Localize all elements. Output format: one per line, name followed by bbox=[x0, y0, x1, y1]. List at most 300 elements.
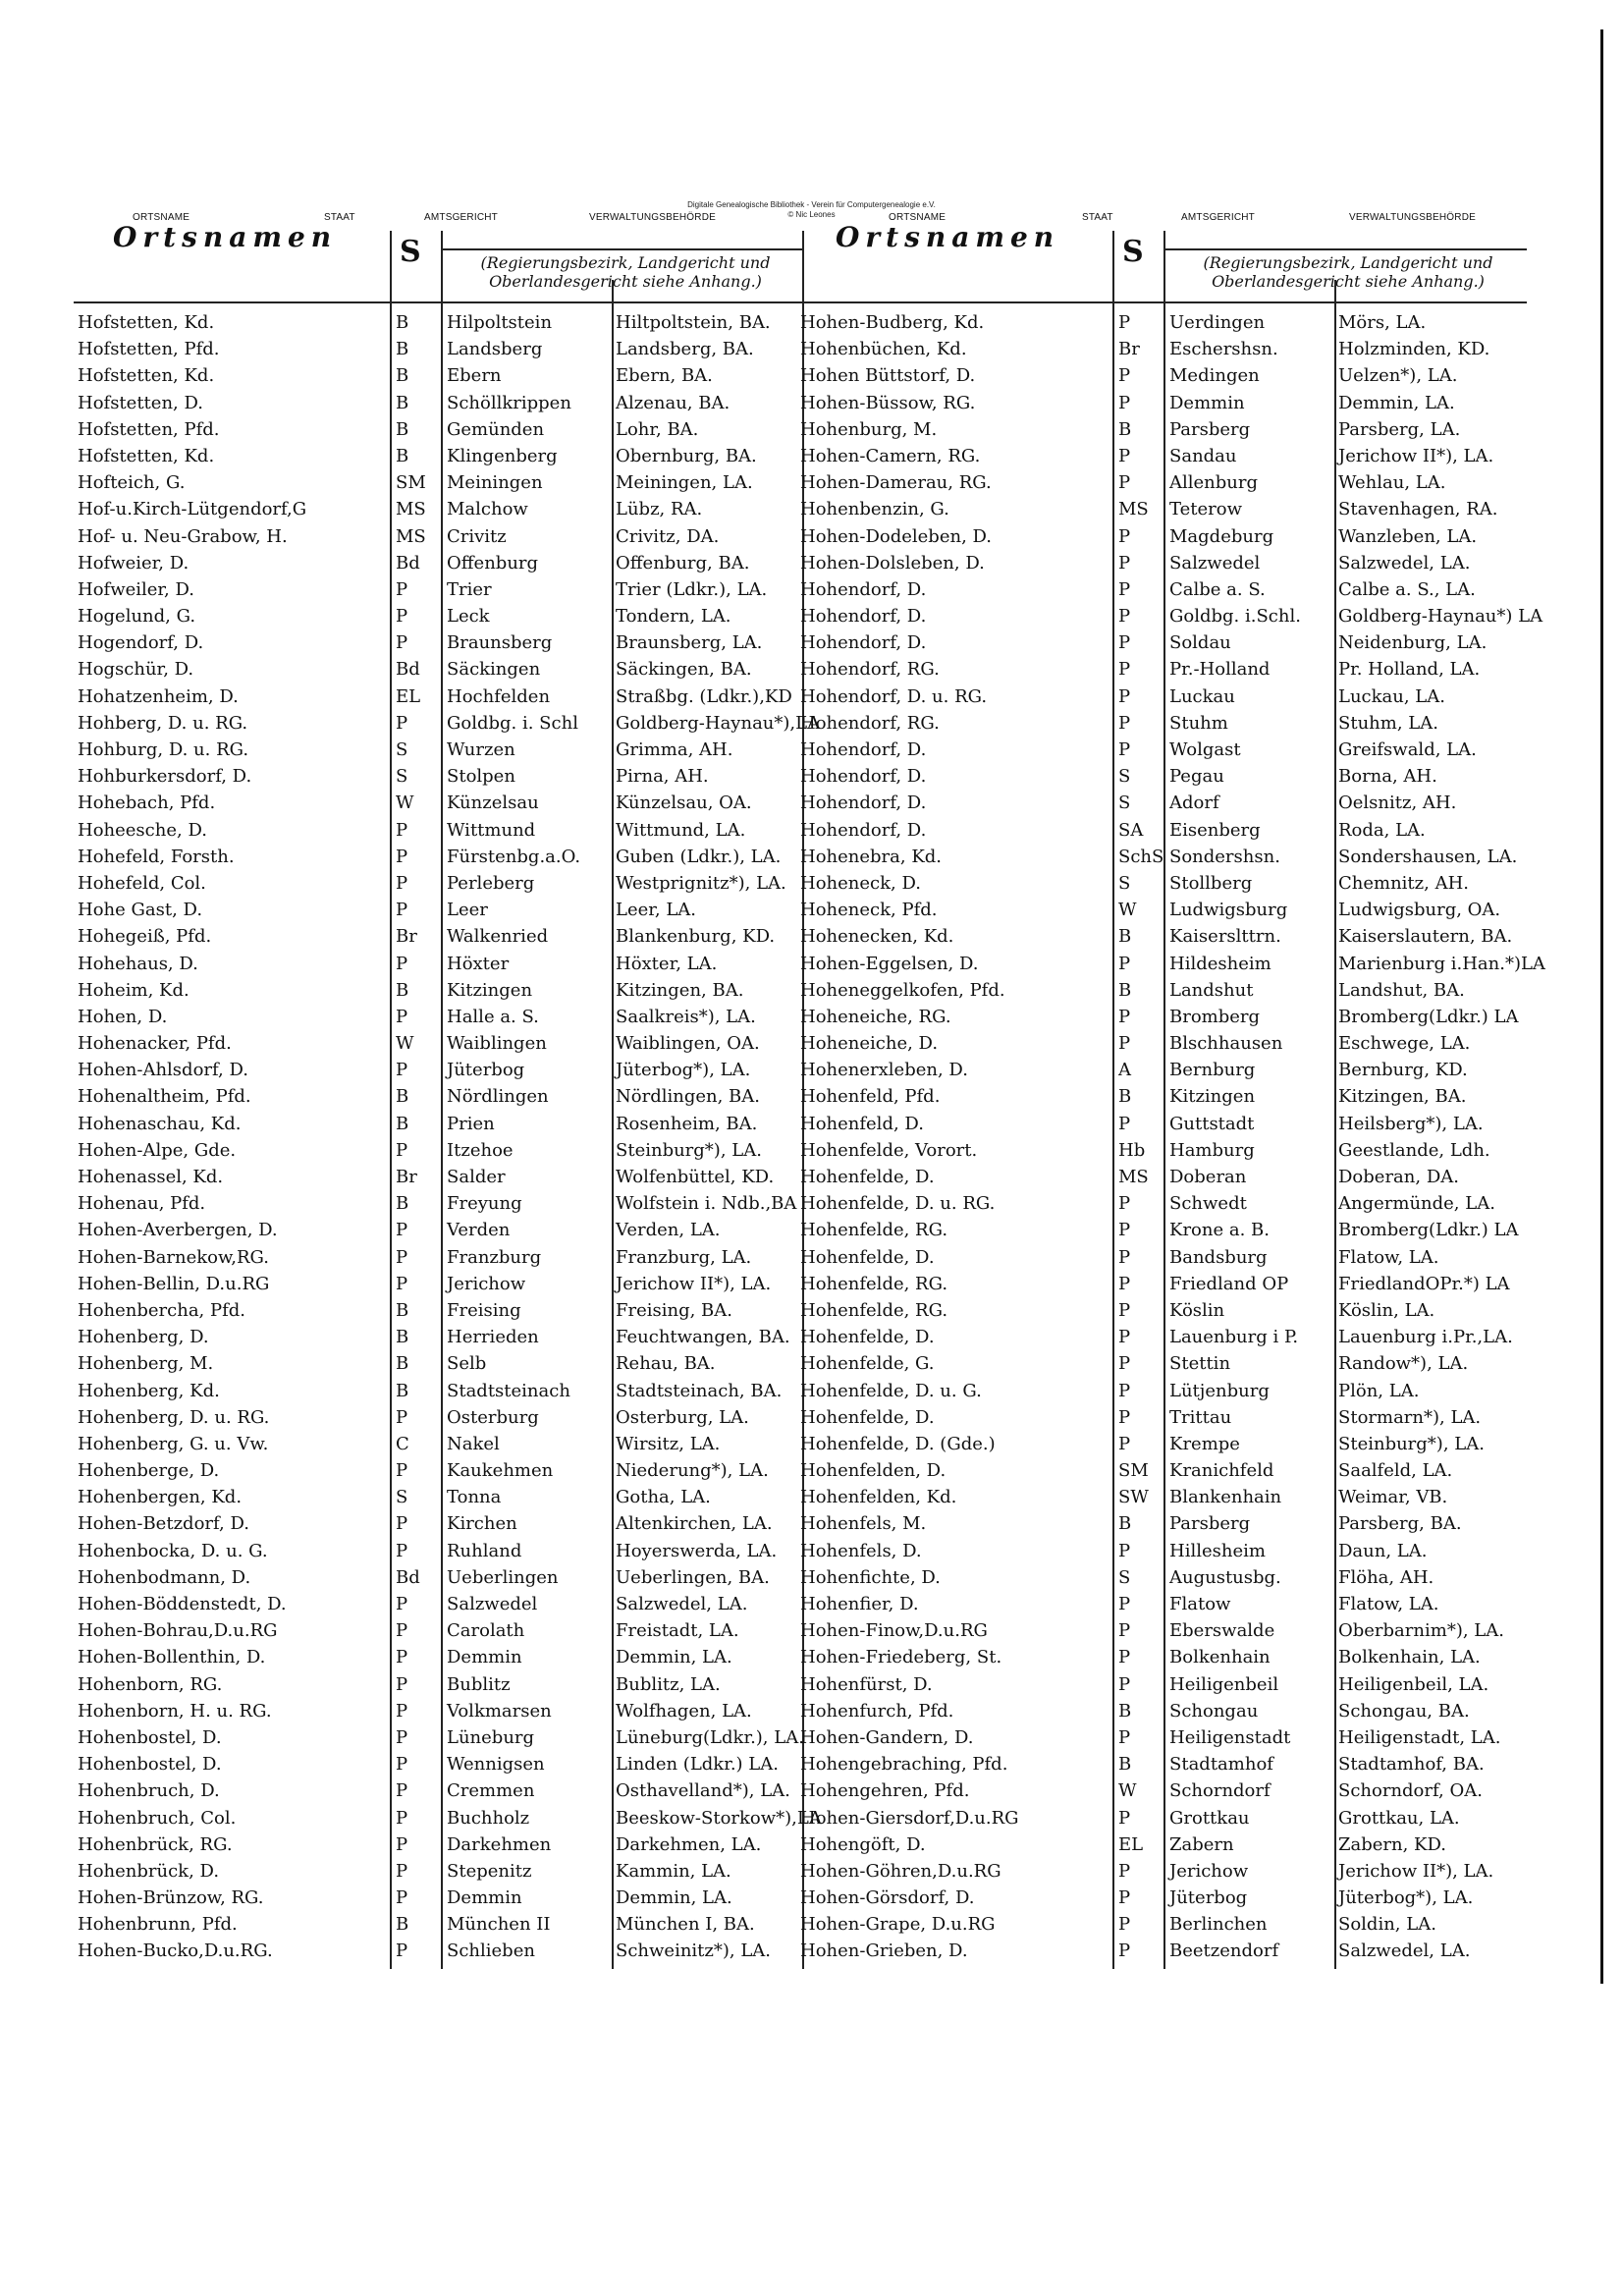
place-name: Hohenberg, D. bbox=[78, 1327, 209, 1348]
administration: Parsberg, LA. bbox=[1338, 418, 1461, 440]
court: Allenburg bbox=[1169, 472, 1258, 494]
table-row bbox=[796, 523, 1527, 550]
state-code: B bbox=[396, 979, 409, 1001]
court: Walkenried bbox=[447, 926, 549, 948]
court: Salzwedel bbox=[447, 1594, 538, 1614]
administration: Nördlingen, BA. bbox=[616, 1086, 760, 1108]
administration: Bromberg(Ldkr.) LA bbox=[1338, 1006, 1519, 1027]
left-gov-note-line1: (Regierungsbezirk, Landgericht und bbox=[480, 253, 771, 272]
table-row bbox=[796, 1885, 1527, 1911]
administration: Goldberg-Haynau*),LA bbox=[616, 712, 821, 734]
place-name: Hofstetten, Pfd. bbox=[78, 418, 220, 440]
court: Eberswalde bbox=[1169, 1620, 1275, 1642]
administration: Wanzleben, LA. bbox=[1338, 525, 1478, 547]
administration: Heiligenbeil, LA. bbox=[1338, 1673, 1489, 1695]
place-name: Hogelund, G. bbox=[78, 606, 196, 628]
table-row bbox=[74, 1885, 804, 1911]
place-name: Hofstetten, Pfd. bbox=[78, 339, 220, 360]
administration: Steinburg*), LA. bbox=[1338, 1433, 1485, 1454]
court: Wolgast bbox=[1169, 739, 1241, 760]
court: Ruhland bbox=[447, 1540, 522, 1561]
administration: Straßbg. (Ldkr.),KD bbox=[616, 685, 792, 707]
place-name: Hohenfürst, D. bbox=[800, 1673, 933, 1695]
administration: Zabern, KD. bbox=[1338, 1833, 1447, 1855]
court: Itzehoe bbox=[447, 1139, 514, 1161]
court: Meiningen bbox=[447, 472, 543, 494]
state-code: P bbox=[396, 1594, 408, 1614]
court: Bolkenhain bbox=[1169, 1647, 1271, 1668]
administration: Guben (Ldkr.), LA. bbox=[616, 846, 782, 867]
administration: Osterburg, LA. bbox=[616, 1406, 749, 1428]
table-row bbox=[74, 683, 804, 710]
state-code: B bbox=[396, 1193, 409, 1215]
court: Künzelsau bbox=[447, 793, 539, 814]
administration: Tondern, LA. bbox=[616, 606, 731, 628]
left-staat-symbol: S bbox=[400, 235, 421, 269]
table-row bbox=[74, 977, 804, 1004]
right-header-rule-1 bbox=[1163, 248, 1527, 250]
court: Trier bbox=[447, 578, 492, 600]
administration: Darkehmen, LA. bbox=[616, 1833, 762, 1855]
state-code: P bbox=[1118, 1193, 1131, 1215]
place-name: Hohehaus, D. bbox=[78, 953, 198, 974]
administration: Demmin, LA. bbox=[1338, 392, 1455, 413]
administration: Wirsitz, LA. bbox=[616, 1433, 721, 1454]
administration: Salzwedel, LA. bbox=[1338, 1941, 1471, 1962]
table-row bbox=[796, 1724, 1527, 1751]
table-row bbox=[796, 1217, 1527, 1243]
state-code: P bbox=[396, 1860, 408, 1882]
court: Calbe a. S. bbox=[1169, 578, 1266, 600]
court: Augustusbg. bbox=[1169, 1566, 1281, 1588]
court: Braunsberg bbox=[447, 632, 553, 654]
place-name: Hohen-Giersdorf,D.u.RG bbox=[800, 1807, 1019, 1829]
table-row bbox=[74, 737, 804, 763]
court: Schongau bbox=[1169, 1700, 1259, 1722]
administration: Beeskow-Storkow*),LA bbox=[616, 1807, 822, 1829]
state-code: S bbox=[1118, 766, 1131, 788]
table-row bbox=[74, 1404, 804, 1431]
state-code: W bbox=[396, 793, 414, 814]
place-name: Hohen-Bollenthin, D. bbox=[78, 1647, 266, 1668]
court: Berlinchen bbox=[1169, 1914, 1268, 1936]
place-name: Hohenfelden, D. bbox=[800, 1460, 947, 1482]
administration: München I, BA. bbox=[616, 1914, 755, 1936]
state-code: B bbox=[1118, 1086, 1132, 1108]
right-rows bbox=[796, 309, 1545, 1965]
court: Waiblingen bbox=[447, 1033, 547, 1055]
administration: Lauenburg i.Pr.,LA. bbox=[1338, 1327, 1513, 1348]
state-code: MS bbox=[1118, 1167, 1149, 1187]
administration: Kammin, LA. bbox=[616, 1860, 731, 1882]
state-code: P bbox=[1118, 1380, 1131, 1401]
state-code: S bbox=[1118, 793, 1131, 814]
table-row bbox=[796, 1271, 1527, 1297]
court: Schöllkrippen bbox=[447, 392, 571, 413]
place-name: Hohenerxleben, D. bbox=[800, 1060, 968, 1081]
table-row bbox=[796, 1484, 1527, 1510]
state-code: B bbox=[396, 1914, 409, 1936]
left-rows bbox=[74, 309, 822, 1965]
table-row bbox=[74, 1831, 804, 1858]
administration: Rosenheim, BA. bbox=[616, 1113, 758, 1134]
state-code: Hb bbox=[1118, 1139, 1146, 1161]
administration: Hoyerswerda, LA. bbox=[616, 1540, 778, 1561]
state-code: P bbox=[1118, 1406, 1131, 1428]
administration: Holzminden, KD. bbox=[1338, 339, 1490, 360]
administration: Kitzingen, BA. bbox=[1338, 1086, 1467, 1108]
court: Bromberg bbox=[1169, 1006, 1261, 1027]
state-code: P bbox=[1118, 525, 1131, 547]
state-code: MS bbox=[1118, 499, 1149, 520]
table-row bbox=[796, 1510, 1527, 1537]
table-row bbox=[74, 1083, 804, 1110]
table-row bbox=[74, 443, 804, 469]
court: Freising bbox=[447, 1299, 521, 1321]
left-title: Ortsnamen bbox=[113, 221, 338, 253]
administration: Heilsberg*), LA. bbox=[1338, 1113, 1484, 1134]
court: Beetzendorf bbox=[1169, 1941, 1279, 1962]
court: Zabern bbox=[1169, 1833, 1234, 1855]
administration: Freising, BA. bbox=[616, 1299, 733, 1321]
place-name: Hohenbocka, D. u. G. bbox=[78, 1540, 268, 1561]
administration: Bublitz, LA. bbox=[616, 1673, 721, 1695]
place-name: Hoheneggelkofen, Pfd. bbox=[800, 979, 1005, 1001]
state-code: W bbox=[1118, 1780, 1137, 1802]
table-row bbox=[796, 870, 1527, 897]
court: Salzwedel bbox=[1169, 552, 1261, 574]
place-name: Hohenacker, Pfd. bbox=[78, 1033, 232, 1055]
table-row bbox=[796, 683, 1527, 710]
table-row bbox=[796, 629, 1527, 656]
place-name: Hohen-Damerau, RG. bbox=[800, 472, 992, 494]
state-code: C bbox=[396, 1433, 409, 1454]
state-code: S bbox=[396, 1487, 408, 1508]
table-row bbox=[74, 1190, 804, 1217]
state-code: P bbox=[396, 1139, 408, 1161]
table-row bbox=[74, 1004, 804, 1030]
state-code: SchS bbox=[1118, 846, 1164, 867]
place-name: Hohen-Dolsleben, D. bbox=[800, 552, 985, 574]
place-name: Hohenfelde, D. (Gde.) bbox=[800, 1433, 996, 1454]
state-code: P bbox=[396, 712, 408, 734]
place-name: Hohendorf, D. bbox=[800, 739, 927, 760]
court: Säckingen bbox=[447, 659, 541, 681]
administration: Leer, LA. bbox=[616, 900, 697, 921]
state-code: P bbox=[396, 1460, 408, 1482]
court: Halle a. S. bbox=[447, 1006, 539, 1027]
court: Krone a. B. bbox=[1169, 1220, 1270, 1241]
state-code: P bbox=[396, 1754, 408, 1776]
administration: Saalfeld, LA. bbox=[1338, 1460, 1453, 1482]
state-code: B bbox=[396, 312, 409, 333]
table-row bbox=[796, 1617, 1527, 1644]
table-row bbox=[796, 763, 1527, 790]
state-code: P bbox=[1118, 1620, 1131, 1642]
administration: Niederung*), LA. bbox=[616, 1460, 769, 1482]
administration: Luckau, LA. bbox=[1338, 685, 1445, 707]
place-name: Hohenbruch, Col. bbox=[78, 1807, 237, 1829]
table-row bbox=[796, 844, 1527, 870]
state-code: P bbox=[396, 1273, 408, 1294]
state-code: Bd bbox=[396, 1566, 420, 1588]
left-header-rule-2 bbox=[74, 301, 804, 303]
administration: Sondershausen, LA. bbox=[1338, 846, 1518, 867]
court: Offenburg bbox=[447, 552, 539, 574]
court: Magdeburg bbox=[1169, 525, 1274, 547]
court: Tonna bbox=[447, 1487, 502, 1508]
table-row bbox=[74, 1805, 822, 1831]
table-row bbox=[796, 1111, 1527, 1137]
state-code: B bbox=[396, 339, 409, 360]
table-row bbox=[796, 1457, 1527, 1484]
table-row bbox=[796, 469, 1527, 496]
state-code: Bd bbox=[396, 659, 420, 681]
administration: Demmin, LA. bbox=[616, 1887, 732, 1909]
state-code: B bbox=[396, 418, 409, 440]
administration: Grimma, AH. bbox=[616, 739, 733, 760]
administration: Wolfstein i. Ndb.,BA bbox=[616, 1193, 797, 1215]
administration: Uelzen*), LA. bbox=[1338, 365, 1458, 387]
table-row bbox=[796, 1671, 1527, 1698]
table-row bbox=[74, 1457, 804, 1484]
court: Kitzingen bbox=[1169, 1086, 1256, 1108]
court: Ueberlingen bbox=[447, 1566, 559, 1588]
table-row bbox=[74, 416, 804, 443]
table-row bbox=[74, 1030, 804, 1057]
table-row bbox=[796, 1858, 1527, 1885]
table-row bbox=[74, 1591, 804, 1617]
administration: Landshut, BA. bbox=[1338, 979, 1465, 1001]
table-row bbox=[796, 1431, 1527, 1457]
court: Köslin bbox=[1169, 1299, 1225, 1321]
table-row bbox=[74, 362, 804, 389]
administration: Köslin, LA. bbox=[1338, 1299, 1435, 1321]
court: Osterburg bbox=[447, 1406, 539, 1428]
header-amtsgericht-right: AMTSGERICHT bbox=[1181, 212, 1255, 223]
table-row bbox=[74, 1378, 804, 1404]
table-row bbox=[74, 1217, 804, 1243]
court: Grottkau bbox=[1169, 1807, 1250, 1829]
administration: Höxter, LA. bbox=[616, 953, 718, 974]
court: Fürstenbg.a.O. bbox=[447, 846, 581, 867]
court: Bernburg bbox=[1169, 1060, 1256, 1081]
place-name: Hohen-Görsdorf, D. bbox=[800, 1887, 975, 1909]
court: Leer bbox=[447, 900, 488, 921]
court: Franzburg bbox=[447, 1246, 542, 1268]
place-name: Hohenbrück, RG. bbox=[78, 1833, 233, 1855]
court: Parsberg bbox=[1169, 418, 1251, 440]
administration: Wolfhagen, LA. bbox=[616, 1700, 752, 1722]
table-row bbox=[74, 1324, 804, 1350]
state-code: MS bbox=[396, 499, 426, 520]
administration: Altenkirchen, LA. bbox=[616, 1513, 773, 1535]
table-row bbox=[796, 1244, 1527, 1271]
state-code: P bbox=[1118, 1941, 1131, 1962]
place-name: Hohegeiß, Pfd. bbox=[78, 926, 212, 948]
place-name: Hohenfelde, D. bbox=[800, 1167, 935, 1187]
table-row bbox=[74, 1698, 804, 1724]
state-code: EL bbox=[396, 685, 421, 707]
administration: Linden (Ldkr.) LA. bbox=[616, 1754, 779, 1776]
place-name: Hohenfels, D. bbox=[800, 1540, 922, 1561]
table-row bbox=[74, 790, 804, 816]
state-code: P bbox=[396, 1941, 408, 1962]
table-row bbox=[74, 1297, 804, 1324]
place-name: Hohefeld, Forsth. bbox=[78, 846, 235, 867]
table-row bbox=[74, 1484, 804, 1510]
court: Landsberg bbox=[447, 339, 543, 360]
state-code: P bbox=[1118, 1327, 1131, 1348]
table-row bbox=[796, 336, 1527, 362]
administration: Chemnitz, AH. bbox=[1338, 872, 1470, 894]
court: Lauenburg i P. bbox=[1169, 1327, 1299, 1348]
header-verwaltung-left: VERWALTUNGSBEHÖRDE bbox=[589, 212, 716, 223]
administration: Westprignitz*), LA. bbox=[616, 872, 786, 894]
place-name: Hohenberg, D. u. RG. bbox=[78, 1406, 270, 1428]
place-name: Hohengöft, D. bbox=[800, 1833, 926, 1855]
place-name: Hohendorf, D. u. RG. bbox=[800, 685, 988, 707]
place-name: Hohen-Camern, RG. bbox=[800, 445, 981, 466]
administration: Weimar, VB. bbox=[1338, 1487, 1448, 1508]
place-name: Hof- u. Neu-Grabow, H. bbox=[78, 525, 288, 547]
court: Lüneburg bbox=[447, 1726, 535, 1748]
state-code: P bbox=[1118, 1033, 1131, 1055]
left-header-rule-1 bbox=[441, 248, 802, 250]
place-name: Hohendorf, D. bbox=[800, 793, 927, 814]
place-name: Hohenaschau, Kd. bbox=[78, 1113, 242, 1134]
place-name: Hohenfelde, RG. bbox=[800, 1299, 948, 1321]
table-row bbox=[74, 603, 804, 629]
place-name: Hohenbenzin, G. bbox=[800, 499, 949, 520]
court: Schorndorf bbox=[1169, 1780, 1271, 1802]
administration: Geestlande, Ldh. bbox=[1338, 1139, 1490, 1161]
administration: Borna, AH. bbox=[1338, 766, 1437, 788]
table-row bbox=[796, 576, 1527, 603]
place-name: Hohen-Betzdorf, D. bbox=[78, 1513, 249, 1535]
administration: Stavenhagen, RA. bbox=[1338, 499, 1498, 520]
administration: Daun, LA. bbox=[1338, 1540, 1428, 1561]
place-name: Hofteich, G. bbox=[78, 472, 186, 494]
court: Kaukehmen bbox=[447, 1460, 554, 1482]
place-name: Hohengehren, Pfd. bbox=[800, 1780, 970, 1802]
credit-line-2: © Nic Leones bbox=[787, 210, 836, 219]
table-row bbox=[74, 1777, 804, 1804]
place-name: Hofweier, D. bbox=[78, 552, 189, 574]
administration: Freistadt, LA. bbox=[616, 1620, 739, 1642]
place-name: Hohendorf, D. bbox=[800, 606, 927, 628]
table-row bbox=[74, 1564, 804, 1591]
table-row bbox=[74, 496, 804, 522]
court: Schwedt bbox=[1169, 1193, 1247, 1215]
state-code: P bbox=[396, 1220, 408, 1241]
state-code: P bbox=[396, 606, 408, 628]
place-name: Hohenfelde, D. bbox=[800, 1327, 935, 1348]
court: Perleberg bbox=[447, 872, 535, 894]
table-row bbox=[796, 390, 1527, 416]
administration: Marienburg i.Han.*)LA bbox=[1338, 953, 1545, 974]
state-code: P bbox=[396, 1406, 408, 1428]
court: Klingenberg bbox=[447, 445, 558, 466]
table-row bbox=[796, 951, 1545, 977]
court: Stuhm bbox=[1169, 712, 1228, 734]
table-row bbox=[796, 1777, 1527, 1804]
table-row bbox=[74, 817, 804, 844]
court: Stollberg bbox=[1169, 872, 1253, 894]
court: Nakel bbox=[447, 1433, 500, 1454]
state-code: P bbox=[396, 1833, 408, 1855]
place-name: Hohenbostel, D. bbox=[78, 1726, 222, 1748]
place-name: Hohenbercha, Pfd. bbox=[78, 1299, 246, 1321]
table-row bbox=[74, 469, 804, 496]
administration: Jüterbog*), LA. bbox=[1338, 1887, 1474, 1909]
court: Herrieden bbox=[447, 1327, 539, 1348]
place-name: Hohen Büttstorf, D. bbox=[800, 365, 976, 387]
court: Eisenberg bbox=[1169, 819, 1261, 841]
table-row bbox=[74, 390, 804, 416]
table-row bbox=[74, 1510, 804, 1537]
state-code: P bbox=[1118, 552, 1131, 574]
state-code: SA bbox=[1118, 819, 1144, 841]
place-name: Hof-u.Kirch-Lütgendorf,G bbox=[78, 499, 307, 520]
state-code: P bbox=[1118, 365, 1131, 387]
header-amtsgericht-left: AMTSGERICHT bbox=[424, 212, 498, 223]
place-name: Hohenburg, M. bbox=[800, 418, 938, 440]
left-column-block bbox=[74, 221, 822, 1969]
administration: Gotha, LA. bbox=[616, 1487, 711, 1508]
header-verwaltung-right: VERWALTUNGSBEHÖRDE bbox=[1349, 212, 1476, 223]
state-code: P bbox=[1118, 712, 1131, 734]
court: Medingen bbox=[1169, 365, 1260, 387]
court: Kranichfeld bbox=[1169, 1460, 1274, 1482]
court: Carolath bbox=[447, 1620, 525, 1642]
table-row bbox=[796, 416, 1527, 443]
header-ortsname-right: ORTSNAME bbox=[889, 212, 947, 223]
court: Stadtamhof bbox=[1169, 1754, 1273, 1776]
table-row bbox=[796, 977, 1527, 1004]
table-row bbox=[796, 550, 1527, 576]
right-title: Ortsnamen bbox=[836, 221, 1060, 253]
court: Jüterbog bbox=[447, 1060, 525, 1081]
place-name: Hofstetten, Kd. bbox=[78, 445, 215, 466]
place-name: Hohen-Büssow, RG. bbox=[800, 392, 976, 413]
state-code: P bbox=[1118, 1673, 1131, 1695]
place-name: Hofstetten, D. bbox=[78, 392, 203, 413]
state-code: B bbox=[396, 392, 409, 413]
state-code: P bbox=[1118, 472, 1131, 494]
table-row bbox=[74, 1164, 804, 1190]
court: Höxter bbox=[447, 953, 510, 974]
court: Teterow bbox=[1169, 499, 1242, 520]
place-name: Hoheesche, D. bbox=[78, 819, 207, 841]
state-code: Br bbox=[396, 926, 417, 948]
state-code: SM bbox=[396, 472, 426, 494]
state-code: SM bbox=[1118, 1460, 1149, 1482]
place-name: Hohen, D. bbox=[78, 1006, 168, 1027]
state-code: P bbox=[1118, 1006, 1131, 1027]
court: Freyung bbox=[447, 1193, 522, 1215]
state-code: P bbox=[1118, 1647, 1131, 1668]
administration: Flatow, LA. bbox=[1338, 1594, 1439, 1614]
administration: Calbe a. S., LA. bbox=[1338, 578, 1476, 600]
state-code: P bbox=[1118, 632, 1131, 654]
administration: Lüneburg(Ldkr.), LA. bbox=[616, 1726, 804, 1748]
administration: Kaiserslautern, BA. bbox=[1338, 926, 1513, 948]
place-name: Hohen-Göhren,D.u.RG bbox=[800, 1860, 1001, 1882]
court: Demmin bbox=[1169, 392, 1245, 413]
place-name: Hohendorf, RG. bbox=[800, 712, 940, 734]
court: Goldbg. i. Schl bbox=[447, 712, 578, 734]
